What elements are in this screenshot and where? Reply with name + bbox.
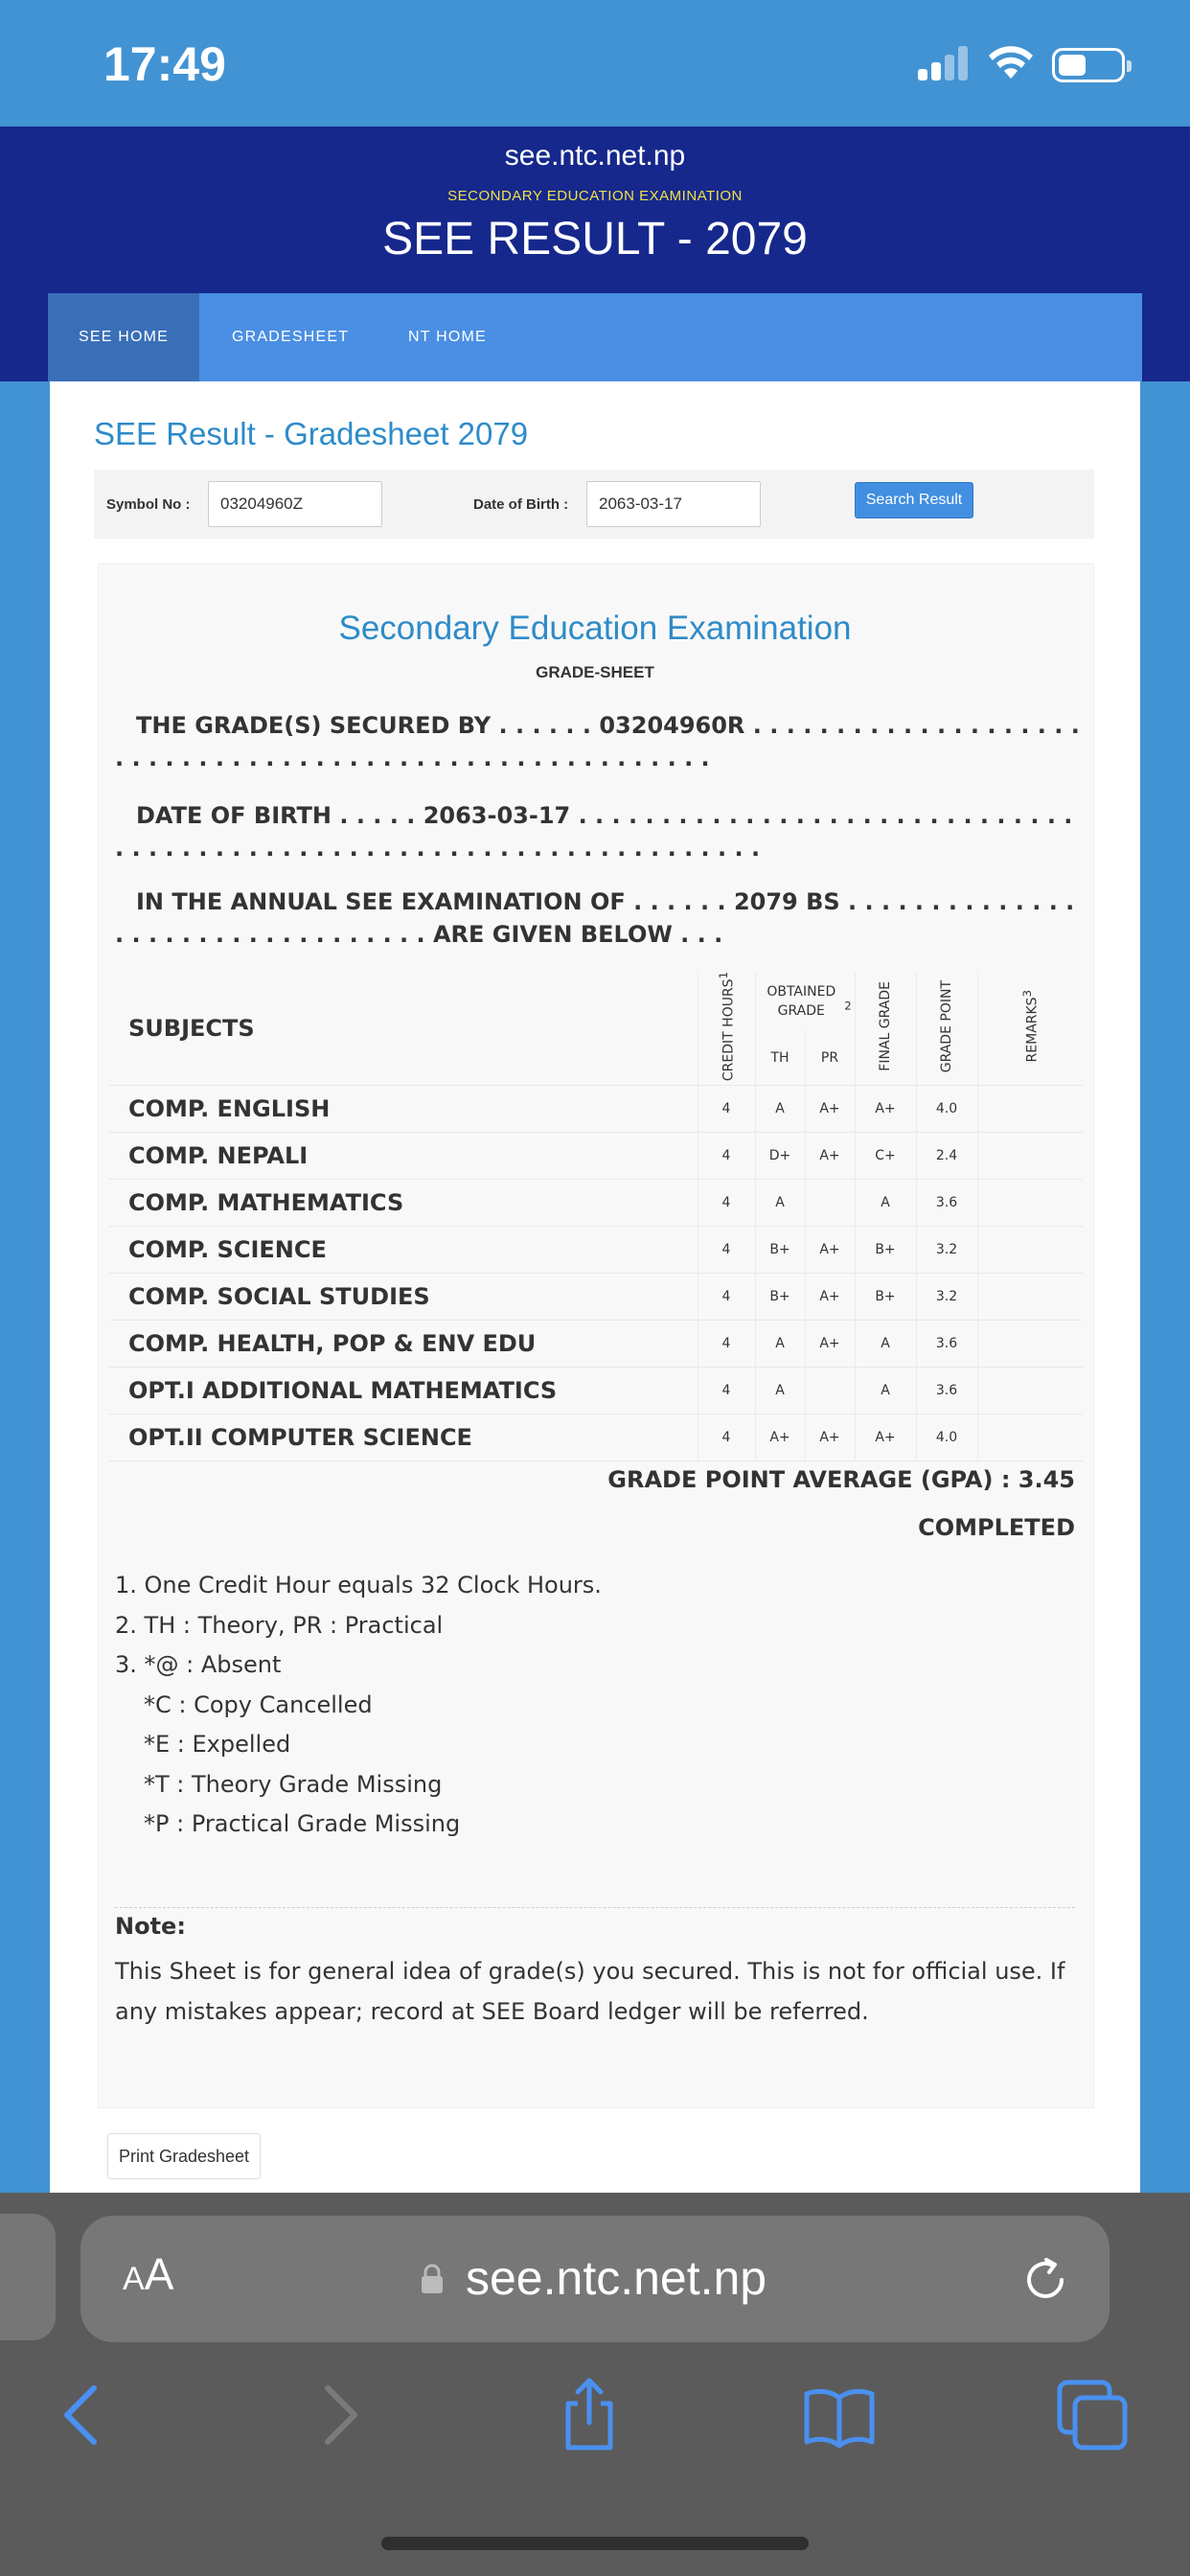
col-th: TH	[755, 1030, 805, 1085]
subject-name: COMP. ENGLISH	[109, 1086, 698, 1133]
theory-grade: A	[755, 1180, 805, 1227]
grades-table	[109, 972, 1083, 1461]
search-result-button[interactable]: Search Result	[855, 482, 973, 518]
grade-point: 3.6	[916, 1368, 977, 1414]
col-credit-hours: CREDIT HOURS$^1$	[698, 972, 755, 1086]
col-grade-point: GRADE POINT	[916, 972, 977, 1086]
final-grade: A+	[855, 1414, 916, 1461]
table-row	[109, 1274, 1083, 1321]
sheet-subtitle: GRADE-SHEET	[536, 663, 654, 681]
nav-gradesheet[interactable]: GRADESHEET	[232, 329, 350, 345]
final-grade: A	[855, 1368, 916, 1414]
subject-name: COMP. HEALTH, POP & ENV EDU	[109, 1321, 698, 1368]
col-obtained-grade: OBTAINED GRADE $^2$	[755, 972, 855, 1030]
legend-item: *E : Expelled	[144, 1731, 291, 1758]
exam-line: IN THE ANNUAL SEE EXAMINATION OF . . . . . . 2079 BS . . . . . . . . . . . . . . . . . . . . . . . . . . . . . . . . . ARE GIVEN BELOW . . .	[115, 888, 1075, 948]
credit-hours: 4	[698, 1180, 755, 1227]
remarks	[977, 1414, 1083, 1461]
table-row	[109, 1086, 1083, 1133]
dob-input[interactable]	[586, 481, 761, 527]
forward-icon[interactable]	[301, 2377, 378, 2453]
legend-item: 1. One Credit Hour equals 32 Clock Hours.	[115, 1572, 602, 1598]
sheet-title: Secondary Education Examination	[338, 610, 852, 647]
credit-hours: 4	[698, 1414, 755, 1461]
note-title: Note:	[115, 1913, 186, 1940]
legend-item: 2. TH : Theory, PR : Practical	[115, 1611, 444, 1639]
credit-hours: 4	[698, 1368, 755, 1414]
credit-hours: 4	[698, 1227, 755, 1274]
credit-hours: 4	[698, 1274, 755, 1321]
site-subtitle: SECONDARY EDUCATION EXAMINATION	[447, 188, 743, 204]
legend-item: 3. *@ : Absent	[115, 1651, 282, 1678]
grade-point: 2.4	[916, 1133, 977, 1180]
legend	[115, 1566, 602, 1845]
reload-icon[interactable]	[1019, 2254, 1071, 2306]
tabs-icon[interactable]	[1054, 2377, 1131, 2453]
site-domain: see.ntc.net.np	[504, 140, 686, 172]
remarks	[977, 1368, 1083, 1414]
subject-name: OPT.I ADDITIONAL MATHEMATICS	[109, 1368, 698, 1414]
lock-icon	[420, 2264, 445, 2294]
remarks	[977, 1321, 1083, 1368]
theory-grade: A	[755, 1368, 805, 1414]
status-time: 17:49	[103, 37, 226, 91]
url-text[interactable]: see.ntc.net.np	[466, 2251, 767, 2305]
col-subjects: SUBJECTS	[109, 972, 698, 1086]
grade-point: 3.6	[916, 1321, 977, 1368]
reader-settings-button[interactable]: AA	[123, 2249, 174, 2299]
secured-by-line: THE GRADE(S) SECURED BY . . . . . . 03204960R . . . . . . . . . . . . . . . . . . . . . . . . . . . . . . . . . . . . . . . . . . . . . . . . . . . . . . . .	[115, 712, 1080, 771]
subject-name: COMP. MATHEMATICS	[109, 1180, 698, 1227]
theory-grade: D+	[755, 1133, 805, 1180]
previous-tab-peek[interactable]	[0, 2214, 56, 2340]
table-row	[109, 1227, 1083, 1274]
note-divider	[115, 1907, 1075, 1908]
remarks	[977, 1086, 1083, 1133]
col-pr: PR	[805, 1030, 855, 1085]
practical-grade: A+	[805, 1086, 855, 1133]
practical-grade: A+	[805, 1274, 855, 1321]
print-gradesheet-button[interactable]: Print Gradesheet	[107, 2133, 261, 2179]
home-indicator	[381, 2537, 809, 2550]
theory-grade: B+	[755, 1227, 805, 1274]
cellular-signal-icon	[918, 46, 970, 80]
table-row	[109, 1368, 1083, 1414]
remarks	[977, 1274, 1083, 1321]
grade-point: 3.6	[916, 1180, 977, 1227]
practical-grade: A+	[805, 1321, 855, 1368]
nav-nt-home[interactable]: NT HOME	[408, 329, 487, 345]
final-grade: C+	[855, 1133, 916, 1180]
page-title: SEE Result - Gradesheet 2079	[94, 416, 529, 451]
legend-item: *C : Copy Cancelled	[144, 1690, 373, 1718]
note-text: This Sheet is for general idea of grade(s) you secured. This is not for official use. If any mistakes appear; record at SEE Board ledger will be referred.	[115, 1958, 1065, 2025]
final-grade: B+	[855, 1274, 916, 1321]
table-row	[109, 1133, 1083, 1180]
legend-item: *P : Practical Grade Missing	[144, 1810, 461, 1837]
grade-point: 4.0	[916, 1414, 977, 1461]
site-title: SEE RESULT - 2079	[382, 214, 808, 264]
symbol-label: Symbol No :	[106, 496, 191, 513]
practical-grade: A+	[805, 1227, 855, 1274]
theory-grade: A	[755, 1086, 805, 1133]
final-grade: A	[855, 1180, 916, 1227]
final-grade: A+	[855, 1086, 916, 1133]
back-icon[interactable]	[44, 2377, 121, 2453]
subject-name: COMP. SCIENCE	[109, 1227, 698, 1274]
theory-grade: A+	[755, 1414, 805, 1461]
symbol-input[interactable]	[208, 481, 382, 527]
remarks	[977, 1133, 1083, 1180]
theory-grade: B+	[755, 1274, 805, 1321]
share-icon[interactable]	[551, 2377, 628, 2453]
dob-label: Date of Birth :	[473, 496, 569, 513]
status-bar	[0, 0, 1190, 126]
remarks	[977, 1180, 1083, 1227]
nav-see-home[interactable]: SEE HOME	[48, 293, 199, 381]
completion-status: COMPLETED	[918, 1514, 1075, 1541]
legend-item: *T : Theory Grade Missing	[144, 1770, 443, 1798]
credit-hours: 4	[698, 1321, 755, 1368]
subject-name: OPT.II COMPUTER SCIENCE	[109, 1414, 698, 1461]
grade-point: 4.0	[916, 1086, 977, 1133]
subject-name: COMP. SOCIAL STUDIES	[109, 1274, 698, 1321]
bookmarks-icon[interactable]	[801, 2377, 878, 2453]
remarks	[977, 1227, 1083, 1274]
final-grade: A	[855, 1321, 916, 1368]
col-final-grade: FINAL GRADE	[855, 972, 916, 1086]
practical-grade: A+	[805, 1133, 855, 1180]
battery-icon	[1052, 48, 1125, 82]
credit-hours: 4	[698, 1086, 755, 1133]
col-remarks: REMARKS$^3$	[977, 972, 1083, 1086]
credit-hours: 4	[698, 1133, 755, 1180]
practical-grade	[805, 1180, 855, 1227]
final-grade: B+	[855, 1227, 916, 1274]
subject-name: COMP. NEPALI	[109, 1133, 698, 1180]
table-row	[109, 1321, 1083, 1368]
practical-grade: A+	[805, 1414, 855, 1461]
practical-grade	[805, 1368, 855, 1414]
wifi-icon	[987, 42, 1035, 80]
grade-point: 3.2	[916, 1274, 977, 1321]
grade-point: 3.2	[916, 1227, 977, 1274]
dob-line: DATE OF BIRTH . . . . . 2063-03-17 . . . . . . . . . . . . . . . . . . . . . . . . . . . . . . . . . . . . . . . . . . . . . . . . . . . . . . . . . . . . . . . . . . . . .	[115, 802, 1073, 862]
gpa-text: GRADE POINT AVERAGE (GPA) : 3.45	[607, 1466, 1075, 1493]
main-nav	[48, 293, 1142, 381]
table-row	[109, 1180, 1083, 1227]
table-row	[109, 1414, 1083, 1461]
theory-grade: A	[755, 1321, 805, 1368]
